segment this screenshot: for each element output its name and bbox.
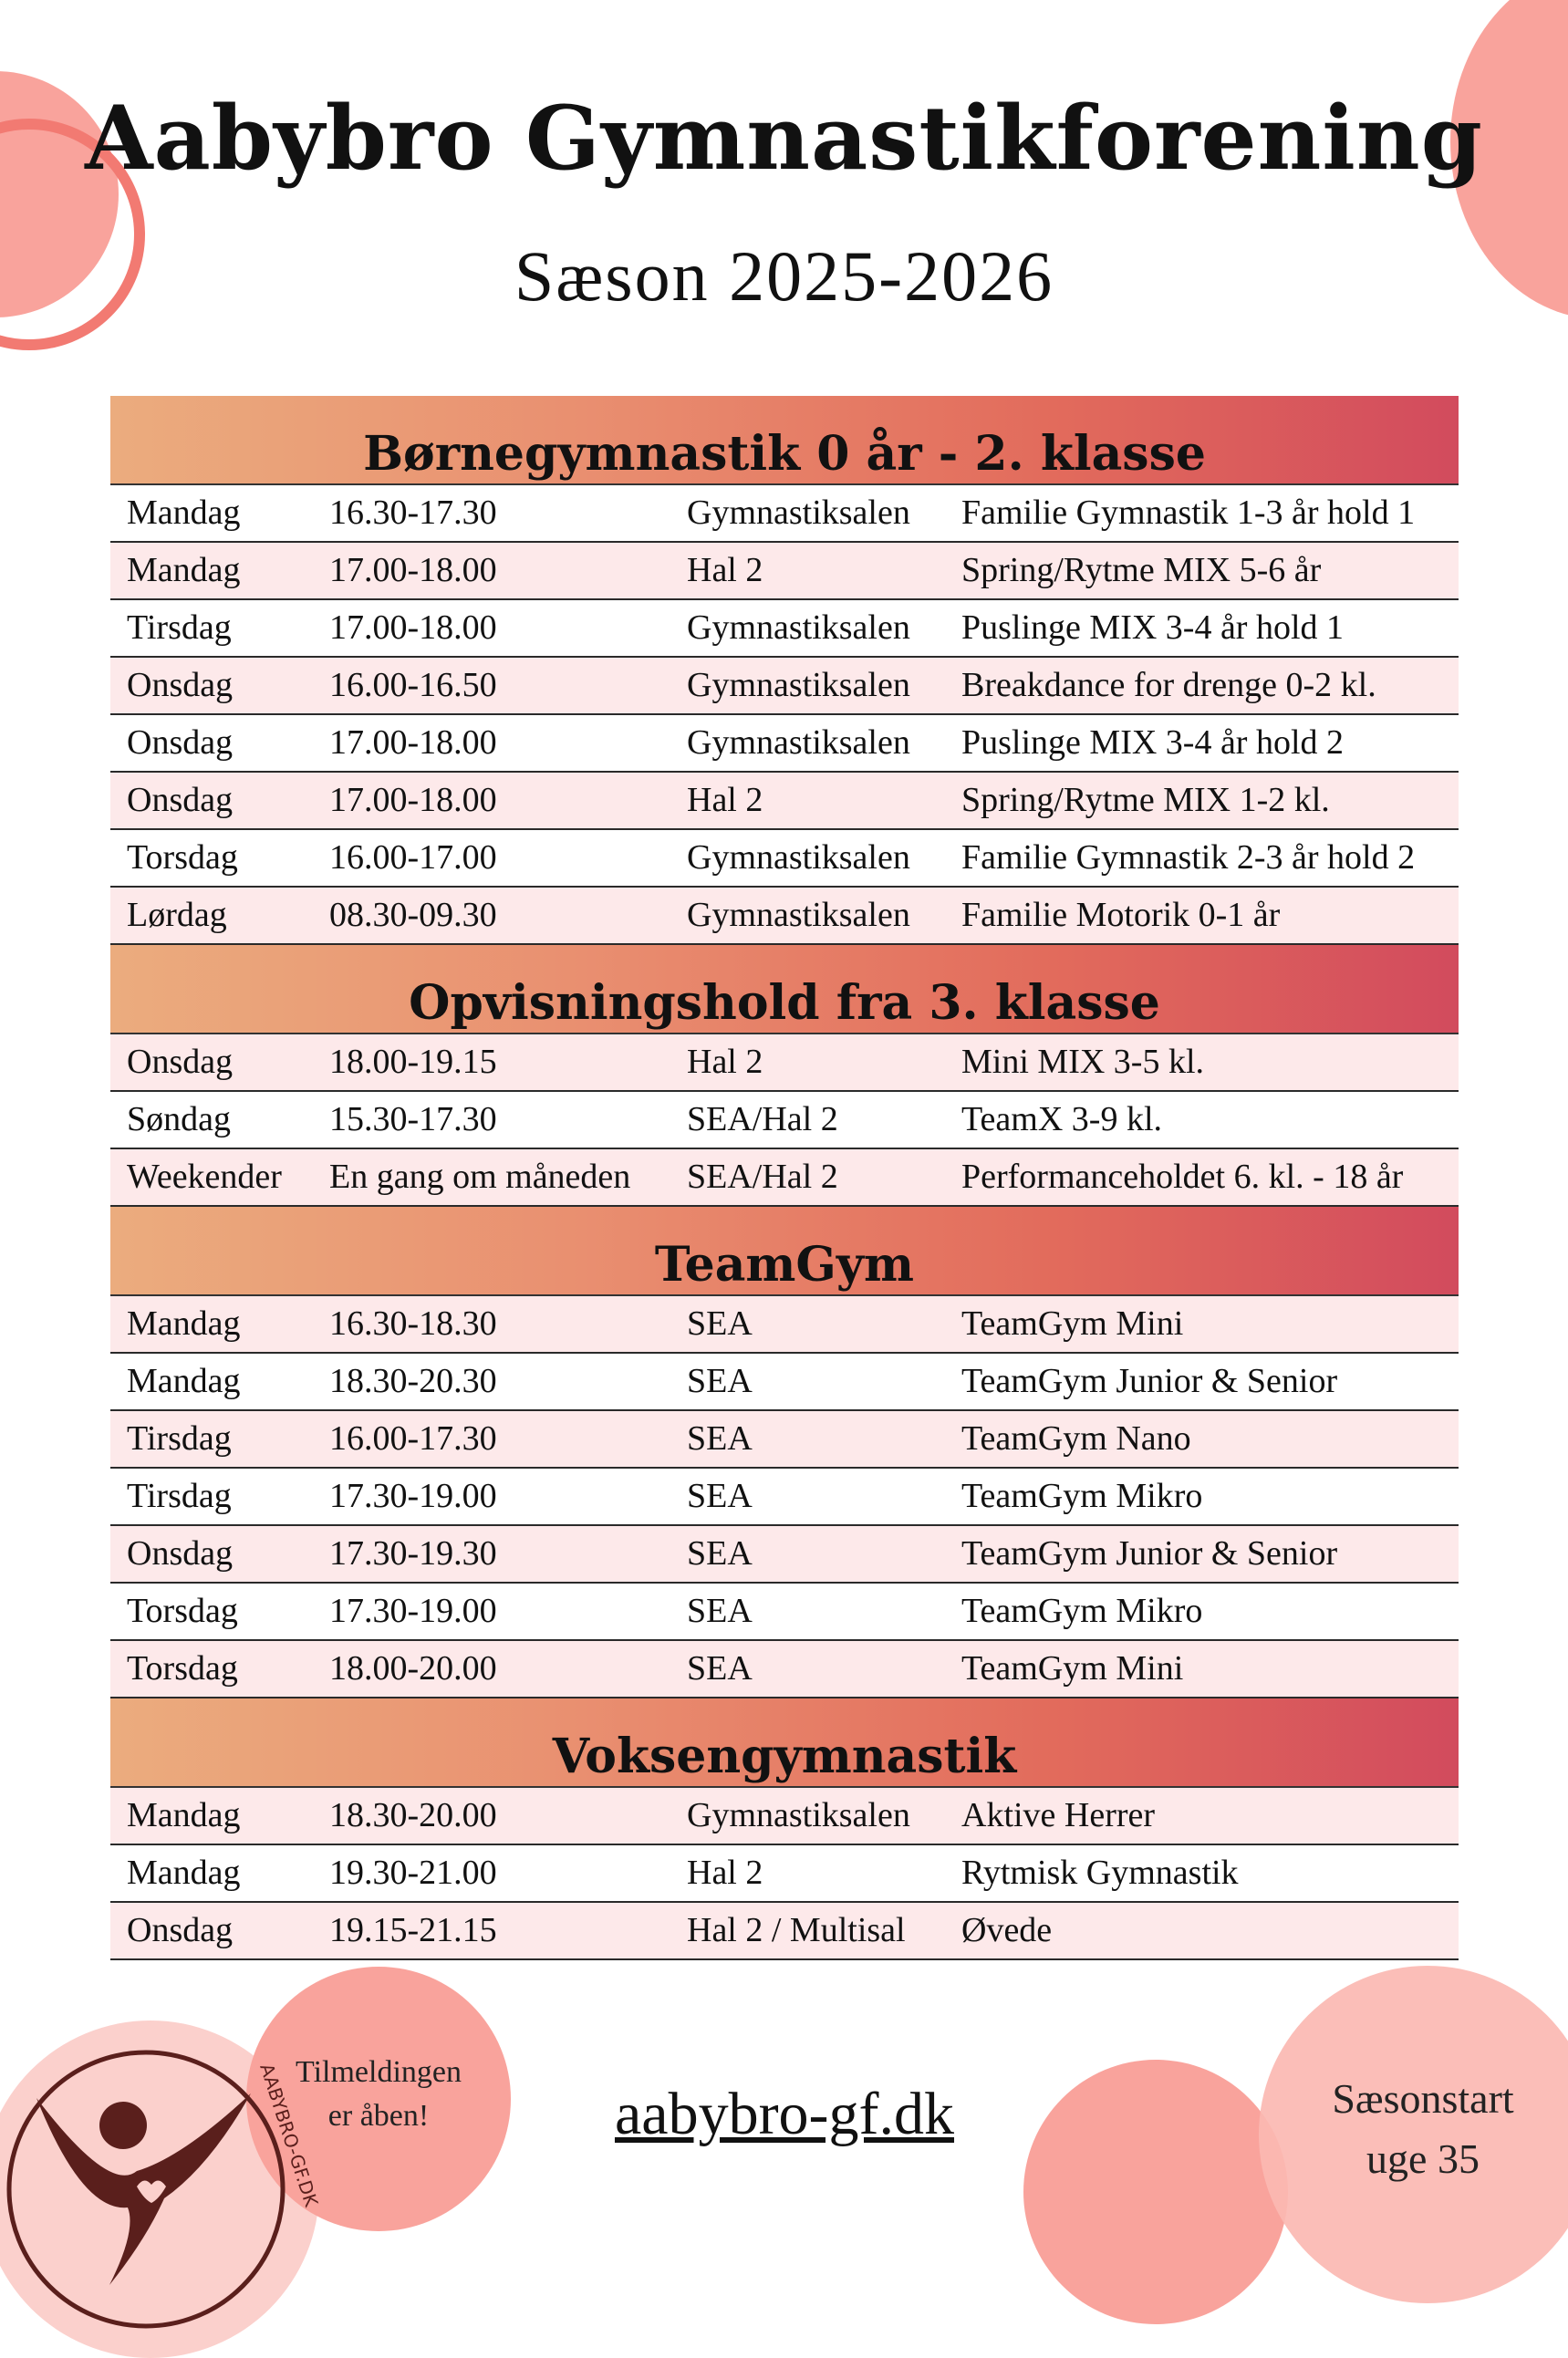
page-title: Aabybro Gymnastikforening: [85, 87, 1483, 190]
team-cell: Breakdance for drenge 0-2 kl.: [961, 666, 1376, 704]
time-cell: 17.00-18.00: [329, 781, 497, 819]
day-cell: Torsdag: [127, 838, 238, 877]
day-cell: Tirsdag: [127, 1477, 232, 1515]
team-cell: Øvede: [961, 1911, 1053, 1949]
table-row: [110, 485, 1459, 543]
place-cell: SEA: [687, 1649, 753, 1688]
time-cell: 17.30-19.30: [329, 1534, 497, 1573]
team-cell: Spring/Rytme MIX 5-6 år: [961, 551, 1322, 589]
day-cell: Torsdag: [127, 1649, 238, 1688]
team-cell: TeamGym Mini: [961, 1304, 1184, 1343]
team-cell: Familie Gymnastik 2-3 år hold 2: [961, 838, 1416, 877]
team-cell: Familie Motorik 0-1 år: [961, 896, 1281, 934]
place-cell: SEA: [687, 1419, 753, 1458]
time-cell: 18.00-20.00: [329, 1649, 497, 1688]
place-cell: Hal 2: [687, 551, 763, 589]
day-cell: Onsdag: [127, 1534, 234, 1573]
page-subtitle: Sæson 2025-2026: [514, 236, 1054, 316]
time-cell: 19.30-21.00: [329, 1854, 497, 1892]
website-link[interactable]: aabybro-gf.dk: [614, 2081, 955, 2147]
team-cell: TeamGym Nano: [961, 1419, 1191, 1458]
time-cell: 17.30-19.00: [329, 1592, 497, 1630]
team-cell: TeamX 3-9 kl.: [961, 1100, 1163, 1138]
table-row: [110, 1469, 1459, 1526]
signup-line-1: Tilmeldingen: [296, 2055, 462, 2089]
time-cell: 16.00-17.30: [329, 1419, 497, 1458]
time-cell: 16.00-17.00: [329, 838, 497, 877]
place-cell: SEA: [687, 1477, 753, 1515]
team-cell: TeamGym Mikro: [961, 1477, 1203, 1515]
season-start-line-1: Sæsonstart: [1332, 2075, 1514, 2122]
day-cell: Mandag: [127, 1854, 241, 1892]
team-cell: Spring/Rytme MIX 1-2 kl.: [961, 781, 1330, 819]
table-row: [110, 1788, 1459, 1845]
time-cell: 17.00-18.00: [329, 723, 497, 762]
table-row: [110, 1584, 1459, 1641]
signup-text: [246, 2051, 511, 2138]
team-cell: Familie Gymnastik 1-3 år hold 1: [961, 493, 1416, 532]
place-cell: Gymnastiksalen: [687, 666, 910, 704]
place-cell: SEA/Hal 2: [687, 1158, 838, 1196]
day-cell: Onsdag: [127, 1911, 234, 1949]
team-cell: Performanceholdet 6. kl. - 18 år: [961, 1158, 1404, 1196]
time-cell: 16.30-18.30: [329, 1304, 497, 1343]
section-title: Børnegymnastik 0 år - 2. klasse: [363, 426, 1206, 482]
logo-head: [99, 2102, 147, 2149]
season-start-line-2: uge 35: [1366, 2135, 1480, 2182]
table-row: [110, 1149, 1459, 1207]
section-header: [110, 1698, 1459, 1788]
place-cell: Hal 2 / Multisal: [687, 1911, 906, 1949]
time-cell: 08.30-09.30: [329, 896, 497, 934]
time-cell: 18.30-20.00: [329, 1796, 497, 1834]
day-cell: Mandag: [127, 1304, 241, 1343]
table-row: [110, 773, 1459, 830]
table-row: [110, 658, 1459, 715]
time-cell: 15.30-17.30: [329, 1100, 497, 1138]
section-header: [110, 1207, 1459, 1296]
signup-line-2: er åben!: [327, 2099, 430, 2133]
section-title: TeamGym: [654, 1237, 915, 1293]
day-cell: Torsdag: [127, 1592, 238, 1630]
day-cell: Tirsdag: [127, 1419, 232, 1458]
decor-circle-bottom-mid: [1023, 2060, 1288, 2324]
table-row: [110, 1296, 1459, 1354]
team-cell: TeamGym Mini: [961, 1649, 1184, 1688]
table-row: [110, 888, 1459, 945]
time-cell: 19.15-21.15: [329, 1911, 497, 1949]
place-cell: Hal 2: [687, 1854, 763, 1892]
section-header: [110, 945, 1459, 1034]
place-cell: Gymnastiksalen: [687, 608, 910, 647]
place-cell: SEA: [687, 1362, 753, 1400]
day-cell: Tirsdag: [127, 608, 232, 647]
table-row: [110, 1092, 1459, 1149]
day-cell: Mandag: [127, 1796, 241, 1834]
time-cell: 16.30-17.30: [329, 493, 497, 532]
team-cell: Puslinge MIX 3-4 år hold 1: [961, 608, 1345, 647]
day-cell: Onsdag: [127, 781, 234, 819]
time-cell: En gang om måneden: [329, 1158, 631, 1196]
section-header: [110, 396, 1459, 485]
day-cell: Onsdag: [127, 723, 234, 762]
table-row: [110, 1411, 1459, 1469]
day-cell: Lørdag: [127, 896, 227, 934]
section-title: Voksengymnastik: [552, 1729, 1017, 1784]
team-cell: Puslinge MIX 3-4 år hold 2: [961, 723, 1345, 762]
day-cell: Onsdag: [127, 666, 234, 704]
table-row: [110, 600, 1459, 658]
team-cell: TeamGym Junior & Senior: [961, 1534, 1338, 1573]
time-cell: 18.30-20.30: [329, 1362, 497, 1400]
table-row: [110, 715, 1459, 773]
table-row: [110, 1034, 1459, 1092]
place-cell: Gymnastiksalen: [687, 723, 910, 762]
day-cell: Mandag: [127, 551, 241, 589]
team-cell: TeamGym Mikro: [961, 1592, 1203, 1630]
time-cell: 17.30-19.00: [329, 1477, 497, 1515]
place-cell: Gymnastiksalen: [687, 838, 910, 877]
team-cell: TeamGym Junior & Senior: [961, 1362, 1338, 1400]
time-cell: 17.00-18.00: [329, 551, 497, 589]
table-row: [110, 1903, 1459, 1960]
place-cell: Gymnastiksalen: [687, 493, 910, 532]
day-cell: Mandag: [127, 1362, 241, 1400]
table-row: [110, 830, 1459, 888]
day-cell: Mandag: [127, 493, 241, 532]
day-cell: Onsdag: [127, 1043, 234, 1081]
place-cell: SEA/Hal 2: [687, 1100, 838, 1138]
section-title: Opvisningshold fra 3. klasse: [409, 975, 1160, 1031]
season-start-text: [1268, 2069, 1568, 2189]
team-cell: Aktive Herrer: [961, 1796, 1156, 1834]
team-cell: Rytmisk Gymnastik: [961, 1854, 1239, 1892]
table-row: [110, 543, 1459, 600]
team-cell: Mini MIX 3-5 kl.: [961, 1043, 1204, 1081]
place-cell: SEA: [687, 1304, 753, 1343]
place-cell: Gymnastiksalen: [687, 1796, 910, 1834]
table-row: [110, 1354, 1459, 1411]
place-cell: Gymnastiksalen: [687, 896, 910, 934]
day-cell: Weekender: [127, 1158, 282, 1196]
place-cell: SEA: [687, 1534, 753, 1573]
time-cell: 16.00-16.50: [329, 666, 497, 704]
table-row: [110, 1641, 1459, 1698]
day-cell: Søndag: [127, 1100, 231, 1138]
logo-ring-text: AABYBRO-GF.DK: [255, 2061, 323, 2209]
table-row: [110, 1845, 1459, 1903]
table-row: [110, 1526, 1459, 1584]
place-cell: Hal 2: [687, 781, 763, 819]
time-cell: 17.00-18.00: [329, 608, 497, 647]
time-cell: 18.00-19.15: [329, 1043, 497, 1081]
schedule-table: [110, 396, 1459, 1960]
place-cell: SEA: [687, 1592, 753, 1630]
place-cell: Hal 2: [687, 1043, 763, 1081]
